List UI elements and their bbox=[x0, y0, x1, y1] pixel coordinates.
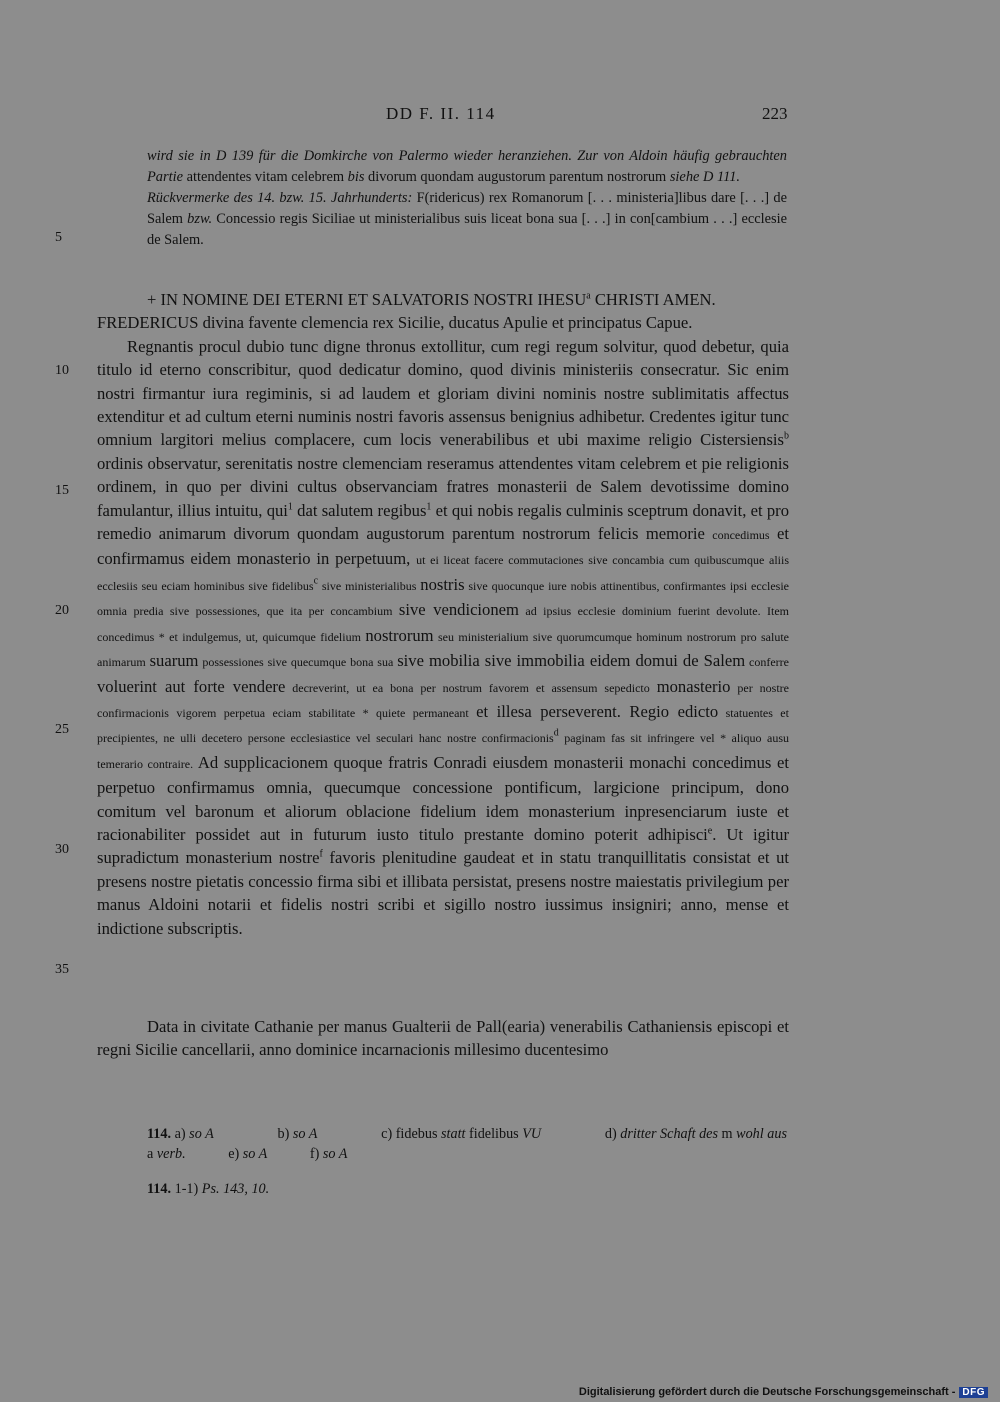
small-text-run: ad ipsius ecclesie dominium fuerint devolute. Item concedimus * et indulgemus, ut, quicumque fidelium bbox=[97, 604, 790, 644]
line-number: 5 bbox=[55, 230, 62, 245]
apparatus-row bbox=[147, 1124, 787, 1144]
apparatus-text: statt bbox=[441, 1126, 466, 1142]
text-run: CHRISTI AMEN. bbox=[590, 290, 716, 309]
small-text-run: statuentes et precipientes, ne ulli decetero persone ecclesiastice vel seculari hanc nostre confirmacionis bbox=[97, 705, 789, 746]
line-number: 30 bbox=[55, 842, 69, 857]
apparatus-text: dritter Schaft des bbox=[620, 1126, 718, 1142]
apparatus-text: so A bbox=[189, 1126, 214, 1142]
line-number: 35 bbox=[55, 962, 69, 977]
small-text-run: sive quocunque iure nobis attinentibus, confirmantes ipsi ecclesie omnia predia sive possessiones, que ita per concambium bbox=[97, 578, 789, 619]
digitization-footer bbox=[579, 1386, 988, 1398]
note-text: divorum quondam augustorum parentum nostrorum bbox=[368, 169, 667, 185]
text-run: et confirmamus eidem monasterio in perpetuum, bbox=[97, 524, 790, 569]
text-run: favoris plenitudine gaudeat et in statu tranquillitatis consistat et ut presens nostre pietatis concessio firma sibi et illibata persistat, presens nostre maiestatis privilegium per manus Aldoini notarii et fidelis nostri scribi et sigillo nostro iussimus insigniri; anno, mense et indictione subscriptis. bbox=[97, 848, 789, 938]
text-run: voluerint aut forte vendere bbox=[97, 676, 286, 696]
apparatus-siglum: f) bbox=[309, 1146, 320, 1162]
footnote-ref: 1-1) bbox=[174, 1181, 199, 1197]
apparatus-text: so A bbox=[322, 1146, 348, 1162]
note-text: wird sie in D 139 für die Domkirche von Palermo wieder heranziehen. Zur von Aldoin häufig gebrauchten Partie bbox=[147, 148, 787, 185]
text-run: monasterio bbox=[656, 676, 731, 696]
line-number: 10 bbox=[55, 363, 69, 378]
small-text-run: concedimus bbox=[712, 528, 770, 543]
small-text-run: ut ei liceat facere commutaciones sive concambia cum quibuscumque aliis ecclesiis seu eciam hominibus sive fidelibus bbox=[97, 553, 789, 593]
apparatus-text: fidelibus bbox=[469, 1126, 519, 1142]
dating-clause: Data in civitate Cathanie per manus Gualterii de Pall(earia) venerabilis Cathaniensis episcopi et regni Sicilie cancellarii, anno dominice incarnacionis millesimo ducentesimo bbox=[97, 1017, 789, 1060]
text-run: sive vendicionem bbox=[398, 600, 519, 620]
apparatus-text: verb. bbox=[156, 1146, 186, 1162]
text-run: Regnantis procul dubio tunc digne thronus extollitur, cum regi regum solvitur, quod debetur, quia titulo id eterno conscribitur, quod dedicatur domino, quod divinis ministeriis consecratur. Sic enim nostri firmantur iura regiminis, si ad laudem et gloriam divini nominis nostre sublimitatis affectus extenditur et ad cultum eterni numinis nostri favoris assensus benignius adhibetur. Credentes igitur tunc omnium largitori melius complacere, cum locis venerabilibus et ubi maxime religio Cistersiensis bbox=[97, 336, 789, 450]
small-text-run: sive ministerialibus bbox=[318, 578, 421, 593]
text-run: nostris bbox=[420, 574, 465, 594]
apparatus-text: so A bbox=[292, 1126, 318, 1142]
invocatio bbox=[97, 288, 789, 311]
apparatus-siglum: d) bbox=[604, 1126, 617, 1142]
small-text-run: decreverint, ut ea bona per nostrum favorem et assensum sepedicto bbox=[285, 680, 657, 695]
small-text-run: possessiones sive quecumque bona sua bbox=[198, 655, 398, 670]
apparatus-siglum: e) bbox=[228, 1146, 240, 1162]
intitulatio: FREDERICUS divina favente clemencia rex Sicilie, ducatus Apulie et principatus Capue. bbox=[97, 313, 693, 333]
text-run: Ad supplicacionem quoque fratris Conradi eiusdem monasterii monachi concedimus et perpetuo confirmamus omnia, quecumque concessione pontificum, largicione principum, dono comitum vel baronum et aliorum oblacione fidelium idem monasterium inpresenciarum iuste et racionabiliter possidet aut in futurum iusto titulo prestante domino poterit adhipisci bbox=[97, 752, 789, 844]
dorsal-note-paragraph bbox=[147, 188, 787, 251]
apparatus-text: a bbox=[147, 1146, 154, 1162]
apparatus-text: m bbox=[721, 1126, 733, 1142]
footnote-mark: 1 bbox=[426, 501, 432, 513]
text-run: nostrorum bbox=[365, 625, 434, 645]
note-text: F(ridericus) rex Romanorum [. . . ministeria]libus dare [. . .] de Salem bbox=[147, 190, 787, 227]
text-run: et qui nobis regalis culminis sceptrum donavit, et pro remedio animarum divorum quondam augustorum parentum nostrorum felicis memorie bbox=[97, 500, 790, 544]
apparatus-mark: f bbox=[319, 848, 323, 860]
note-text: siehe D 111. bbox=[669, 169, 741, 185]
running-header: DD F. II. 114 bbox=[386, 104, 496, 123]
page-number: 223 bbox=[762, 104, 788, 123]
apparatus-text: so A bbox=[242, 1146, 268, 1162]
note-text: Rückvermerke des 14. bzw. 15. Jahrhunderts: bbox=[147, 190, 413, 206]
apparatus-number: 114. bbox=[147, 1126, 172, 1142]
apparatus-text: VU bbox=[522, 1126, 542, 1142]
apparatus-mark: e bbox=[707, 825, 713, 837]
apparatus-mark: b bbox=[784, 430, 789, 442]
apparatus-siglum: b) bbox=[277, 1126, 290, 1142]
apparatus-mark: d bbox=[553, 727, 559, 739]
apparatus-siglum: c) fidebus bbox=[381, 1126, 438, 1142]
note-text: Concessio regis Siciliae ut ministerialibus suis liceat bona sua [. . .] in con[cambium . . .] ecclesie de Salem. bbox=[147, 211, 787, 248]
charter-body bbox=[97, 335, 789, 940]
text-run: . Ut igitur supradictum monasterium nostre bbox=[97, 824, 789, 868]
apparatus-entry bbox=[277, 1124, 317, 1144]
note-text: bzw. bbox=[187, 211, 213, 227]
source-footnote bbox=[147, 1181, 269, 1198]
small-text-run: per nostre confirmacionis vigorem perpetua eciam stabilitate * quiete permaneant bbox=[97, 680, 789, 720]
apparatus-siglum: a) bbox=[174, 1126, 186, 1142]
apparatus-mark: c bbox=[313, 575, 319, 587]
line-number: 15 bbox=[55, 483, 69, 498]
footnote-number: 114. bbox=[147, 1181, 172, 1197]
apparatus-text: wohl aus bbox=[736, 1126, 787, 1142]
apparatus-entry bbox=[605, 1124, 787, 1144]
text-run: sive mobilia sive immobilia eidem domui de Salem bbox=[397, 651, 746, 671]
note-paragraph bbox=[147, 146, 787, 188]
footnote-mark: 1 bbox=[287, 501, 293, 513]
apparatus-row bbox=[147, 1144, 787, 1164]
note-text: bis bbox=[347, 169, 365, 185]
dfg-logo: DFG bbox=[959, 1387, 988, 1398]
apparatus-mark: a bbox=[586, 290, 591, 302]
text-run: + IN NOMINE DEI ETERNI ET SALVATORIS NOSTRI IHESU bbox=[147, 290, 587, 309]
text-run: suarum bbox=[149, 651, 199, 671]
apparatus-entry bbox=[381, 1124, 541, 1144]
small-text-run: paginam fas sit infringere vel * aliquo ausu temerario contraire. bbox=[97, 731, 790, 771]
footer-text: Digitalisierung gefördert durch die Deutsche Forschungsgemeinschaft - bbox=[578, 1386, 956, 1398]
line-number: 25 bbox=[55, 722, 69, 737]
critical-apparatus bbox=[147, 1124, 787, 1164]
text-run: dat salutem regibus bbox=[292, 500, 427, 520]
line-number: 20 bbox=[55, 603, 69, 618]
small-text-run: conferre bbox=[745, 655, 789, 670]
apparatus-entry bbox=[147, 1124, 214, 1144]
text-run: edicto bbox=[677, 701, 719, 721]
charter-text bbox=[97, 288, 789, 940]
footnote-text: Ps. 143, 10. bbox=[201, 1181, 270, 1197]
preliminary-notes bbox=[147, 146, 787, 251]
text-run: et illesa perseverent. Regio bbox=[476, 701, 678, 721]
text-run: ordinis observatur, serenitatis nostre clemenciam reseramus attendentes vitam celebrem et pie religionis ordinem, in quo per divini cultus observanciam fratres monasterii de Salem devotissime domino famulantur, illius intuitu, qui bbox=[97, 453, 789, 520]
small-text-run: seu ministerialium sive quorumcumque hominum nostrorum pro salute animarum bbox=[97, 629, 789, 670]
note-text: attendentes vitam celebrem bbox=[186, 169, 345, 185]
